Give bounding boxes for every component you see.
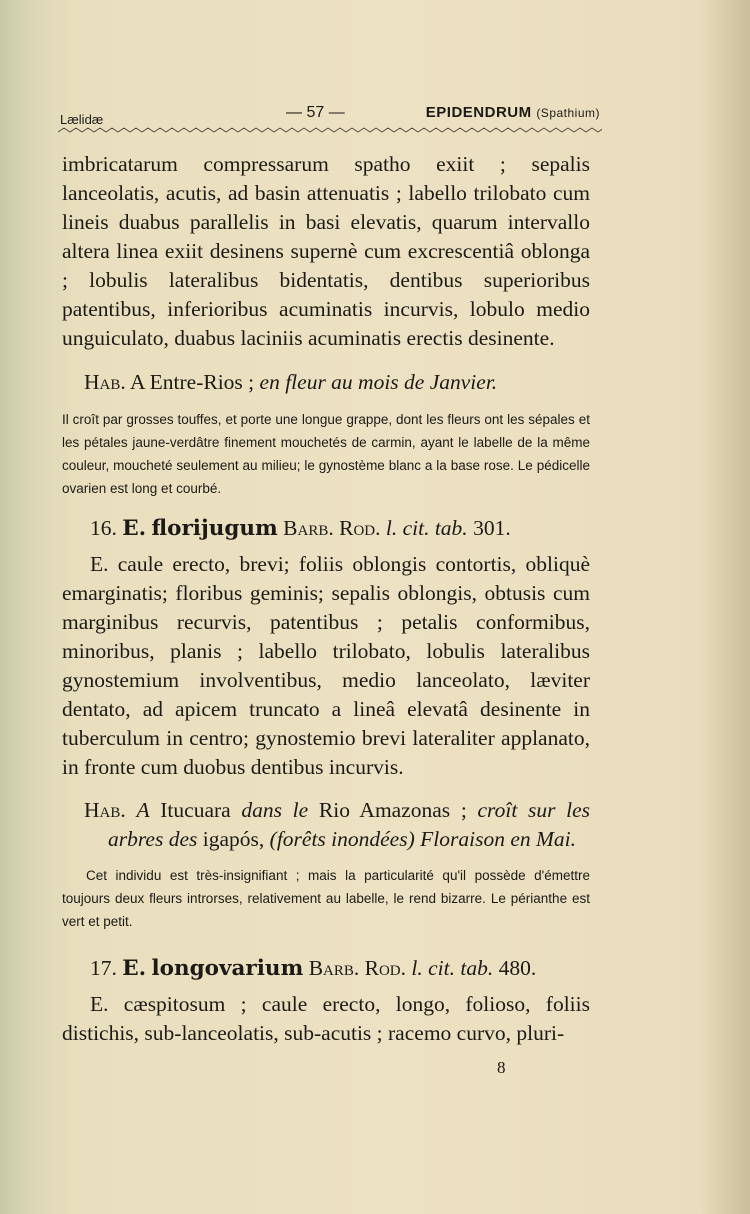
- intro-paragraph: imbricatarum compressarum spatho exiit ; sepalis lanceolatis, acutis, ad basin attenuatis ; labello trilobato cum lineis duabus parallelis in basi elevatis, quarum intervallo altera linea exiit desinens supernè cum excrescentiâ oblonga ; lobulis lateralibus bidentatis, dentibus superioribus patentibus, inferioribus acuminatis incurvis, lobulo medio unguiculato, duabus laciniis acuminatis erectis desinente.: [62, 152, 590, 350]
- species-16-number: 16.: [90, 516, 117, 540]
- habitat-flowering: en fleur au mois de Janvier.: [259, 370, 498, 394]
- habitat-igapos: igapós,: [202, 827, 265, 851]
- species-16-author: Barb. Rod.: [283, 516, 381, 540]
- species-17-tab: 480.: [498, 956, 537, 980]
- habitat-place: Itucuara: [160, 798, 231, 822]
- species-16-tab: 301.: [473, 516, 511, 540]
- page-number: — 57 —: [286, 104, 345, 121]
- species-17-description: E. cæspitosum ; caule erecto, longo, folioso, foliis distichis, sub-lanceolatis, sub-acutis ; racemo curvo, pluri-: [62, 992, 590, 1045]
- note-paragraph-1: Il croît par grosses touffes, et porte une longue grappe, dont les fleurs ont les sépales et les pétales jaune-verdâtre finement mouchetés de carmin, ayant le labelle de la même couleur, moucheté seulement au milieu; le gynostème blanc a la base rose. Le pédicelle ovarien est long et courbé.: [62, 412, 590, 496]
- species-16-habitat: [84, 796, 590, 854]
- species-16-citation: l. cit. tab.: [385, 516, 468, 540]
- species-16-note: Cet individu est très-insignifiant ; mais la particularité qu'il possède d'émettre toujours deux fleurs introrses, relativement au labelle, le rend bizarre. Le périanthe est vert et petit.: [62, 868, 590, 929]
- running-header: [60, 100, 600, 128]
- species-17-author: Barb. Rod.: [308, 956, 407, 980]
- habitat-line-1: [84, 368, 590, 397]
- species-16-name: florijugum: [151, 516, 278, 541]
- habitat-locality: A Entre-Rios ;: [125, 370, 260, 394]
- habitat-dans: dans le: [241, 798, 309, 822]
- species-17-genus: E.: [122, 956, 147, 981]
- species-16-genus: E.: [122, 516, 147, 541]
- habitat-flowering-may: Floraison en Mai.: [420, 827, 576, 851]
- header-left-label: Lælidæ: [60, 112, 104, 127]
- habitat-label: Hab.: [84, 370, 126, 394]
- header-ornamental-rule: [58, 126, 602, 136]
- species-16-heading: [90, 514, 590, 543]
- species-17-name: longovarium: [151, 956, 304, 981]
- header-genus: EPIDENDRUM: [425, 104, 532, 121]
- species-16-description: E. caule erecto, brevi; foliis oblongis contortis, obliquè emarginatis; floribus geminis; sepalis oblongis, obtusis cum marginibus recurvis, patentibus ; petalis conformibus, minoribus, planis ; labello trilobato, lobulis lateralibus gynostemium involventibus, medio lanceolato, læviter dentato, ad apicem truncato a lineâ elevatâ desinente in tuberculum in centro; gynostemio brevi lateraliter applanato, in fronte cum duobus dentibus incurvis.: [62, 552, 590, 779]
- habitat-a: A: [136, 798, 150, 822]
- header-title: [426, 104, 600, 121]
- habitat-forests: (forêts inondées): [269, 827, 415, 851]
- species-16-habitat-label: Hab.: [84, 798, 126, 822]
- species-17-citation: l. cit. tab.: [411, 956, 494, 980]
- habitat-river: Rio Amazonas ;: [318, 798, 467, 822]
- header-section: (Spathium): [536, 106, 600, 120]
- signature-mark: 8: [497, 1058, 506, 1077]
- species-17-number: 17.: [90, 956, 117, 980]
- habitat-grows: croît sur les arbres des: [108, 798, 591, 851]
- species-17-heading: [90, 954, 590, 983]
